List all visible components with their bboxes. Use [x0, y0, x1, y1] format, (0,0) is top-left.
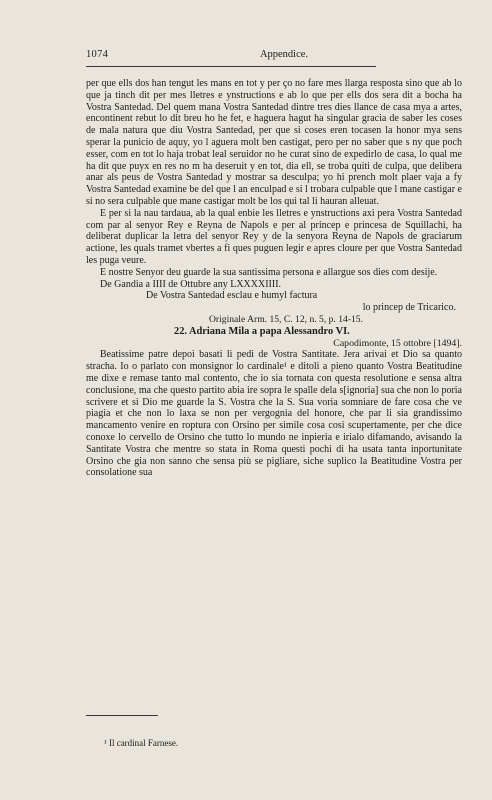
- page-header: [86, 49, 462, 63]
- letter2-place-date: Capodimonte, 15 ottobre [1494].: [333, 337, 462, 349]
- letter1-paragraph-2: E per si la nau tardaua, ab la qual enbie les lletres e ynstructions axi pera Vostra Santedad com par al senyor Rey e Reyna de Napols e per al princep e princesa de Squillachi, ha deliberat duplicar la letra del senyor Rey y de la senyora Reyna de Napols de graciarum actione, les quals tramet vbertes a fi ques puguen legir e apres cloure per que Vostra Santedad les puga veure.: [86, 207, 462, 266]
- letter1-date-line: De Gandia a IIII de Ottubre any LXXXXIIII.: [100, 278, 282, 290]
- page-number: 1074: [86, 49, 109, 60]
- letter2-title: 22. Adriana Mila a papa Alessandro VI.: [174, 325, 350, 337]
- letter2-paragraph: Beatissime patre depoi basati li pedi de Vostra Santitate. Jera arivai et Dio sa quanto stracha. Io o parlato con monsignor lo cardinale¹ e ditoli a pieno quanto Vostra Beatitudine me dixe e remase tanto mal contento, che io sia tornata con questa resolutione e sensa altra conclusione, ma che questo partito abia ire sopra le spalle dela s[ignoria] sua che non lo poria scrivere et si Dio me guarde la S. Vostra che la S. Sua voria somniare de fare cosa che ve piagia et che non lo laxa se non per vergognia del honore, che par li sia grandissimo mancamento venire en roptura con Orsino per simile cosa cosi scupertamente, per che dice conoxe lo cervello de Orsino che tutto lo mundo ne inpieria e irialo difamando, avisando la Santitate Vostra che mentre so stata in Roma questi pochi di ha usata tanta inportunitate Orsino che gia non sanno che sensa più se pigliare, siche suplico la Beatitudine Vostra per consolatione sua: [86, 349, 462, 479]
- letter1-closing-line: De Vostra Santedad esclau e humyl factura: [146, 290, 318, 302]
- running-title: Appendice.: [259, 49, 309, 60]
- main-text: [86, 78, 462, 479]
- header-rule: [86, 66, 376, 67]
- letter1-signatory: lo princep de Tricarico.: [362, 302, 456, 314]
- letter1-source-citation: Originale Arm. 15, C. 12, n. 5, p. 14-15.: [208, 313, 364, 325]
- footnote-separator: [86, 715, 158, 716]
- footnote: ¹ Il cardinal Farnese.: [104, 738, 179, 748]
- letter1-paragraph-1: per que ells dos han tengut les mans en tot y per ço no fare mes llarga resposta sino que ab lo que ja tinch dit per mes lletres e ynstructions e ab lo que per ells dos sera dit a bocha ha Vostra Santedad. Del quem mana Vostra Santedad dintre tres dies llance de casa mya a artes, encontinent rebut lo dit breu ho he fet, e haguera hagut ha singular gracia de saber les coses de mala natura que diu Vostra Santedad, per que si coses eren tocasen la honor mya sens sperar la punicio de aquy, yo l aguera molt ben castigat, pero per no saber que s ny que poch esser, com en tot lo haja trobat leal seruidor no he curat sino de expedirlo de casa, lo qual me ha dit que puyx en res no m ha deseruit y en tot, dia ell, se troba quiti de culpa, que delibera anar als peus de Vostra Santedad y mostrar sa desculpa; yo hi prench molt plaer vaja a fy Vostra Santedad examine be del que l an enculpad e si l trobara culpable que l mane castigar e si no sera culpable que mane castigar molt be los qui tal li hauran alleuat.: [86, 78, 462, 207]
- letter1-paragraph-3: E nostre Senyor deu guarde la sua santissima persona e allargue sos dies com desije.: [100, 266, 438, 278]
